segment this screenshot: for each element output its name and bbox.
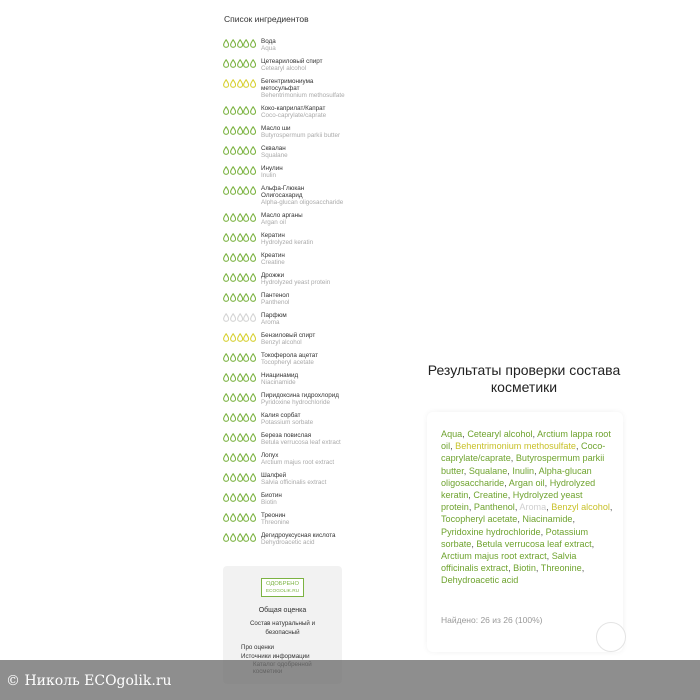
drop-icon	[230, 513, 236, 522]
ingredient-latin: Creatine	[261, 259, 285, 266]
ingredient-item[interactable]	[222, 352, 347, 366]
watermark-text: © Николь ECOgolik.ru	[6, 673, 172, 689]
drop-icon	[237, 293, 243, 302]
ingredient-latin: Cetearyl alcohol	[261, 65, 307, 72]
drop-icon	[243, 59, 249, 68]
ingredient-item[interactable]	[222, 145, 347, 159]
drop-icon	[243, 313, 249, 322]
rating-drops	[223, 473, 257, 482]
drop-icon	[250, 79, 256, 88]
ingredient-name: Кератин	[261, 232, 285, 239]
composition-ingredient: Potassium sorbate	[441, 526, 589, 549]
composition-ingredient: Pyridoxine hydrochloride	[441, 526, 541, 537]
ingredient-name: Цетеариловый спирт	[261, 58, 323, 65]
drop-icon	[230, 146, 236, 155]
drop-icon	[237, 313, 243, 322]
ingredients-panel	[222, 14, 347, 552]
ingredient-name: Креатин	[261, 252, 285, 259]
drop-icon	[243, 493, 249, 502]
ingredient-text	[261, 352, 318, 366]
drop-icon	[250, 59, 256, 68]
drop-icon	[237, 106, 243, 115]
rating-drops	[223, 513, 257, 522]
drop-icon	[223, 353, 229, 362]
composition-ingredient: Arctium majus root extract	[441, 551, 547, 562]
ingredient-text	[261, 145, 288, 159]
drop-icon	[237, 433, 243, 442]
ingredient-latin: Butyrospermum parkii butter	[261, 132, 341, 139]
drop-icon	[243, 273, 249, 282]
ingredient-item[interactable]	[222, 452, 347, 466]
ingredient-latin: Potassium sorbate	[261, 419, 314, 426]
ingredient-name: Парфюм	[261, 312, 287, 319]
drop-icon	[243, 413, 249, 422]
drop-icon	[223, 213, 229, 222]
ingredient-name: Вода	[261, 38, 276, 45]
rating-drops	[223, 533, 257, 542]
drop-icon	[243, 293, 249, 302]
ingredient-name: Инулин	[261, 165, 283, 172]
ingredient-item[interactable]	[222, 38, 347, 52]
drop-icon	[223, 166, 229, 175]
ingredient-text	[261, 472, 326, 486]
composition-ingredient: Biotin	[513, 563, 536, 574]
drop-icon	[250, 413, 256, 422]
rating-drops	[223, 413, 257, 422]
ingredient-text	[261, 165, 283, 179]
composition-ingredient: Hydrolyzed yeast protein	[441, 490, 583, 513]
composition-ingredient: Creatine	[473, 490, 508, 501]
ingredient-text	[261, 532, 336, 546]
ingredient-text	[261, 312, 287, 326]
ingredient-name: Треонин	[261, 512, 286, 519]
ingredient-item[interactable]	[222, 332, 347, 346]
drop-icon	[237, 393, 243, 402]
ingredient-latin: Inulin	[261, 172, 277, 179]
ingredient-latin: Aqua	[261, 45, 276, 52]
rating-drops	[223, 106, 257, 115]
drop-icon	[223, 253, 229, 262]
drop-icon	[230, 126, 236, 135]
rating-drops	[223, 233, 257, 242]
drop-icon	[250, 433, 256, 442]
composition-ingredient: Dehydroacetic acid	[441, 575, 519, 586]
drop-icon	[223, 333, 229, 342]
composition-text: Aqua, Cetearyl alcohol, Arctium lappa root oil, Behentrimonium methosulfate, Coco-caprylate/caprate, Butyrospermum parkii butter, Squalane, Inulin, Alpha-glucan oligosaccharide, Argan oil, Hydrolyzed keratin, Creatine, Hydrolyzed yeast protein, Panthenol, Aroma, Benzyl alcohol, Tocopheryl acetate, Niacinamide, Pyridoxine hydrochloride, Potassium sorbate, Betula verrucosa leaf extract, Arctium majus root extract, Salvia officinalis extract, Biotin, Threonine, Dehydroacetic acid	[441, 429, 613, 586]
drop-icon	[230, 533, 236, 542]
ingredient-latin: Hydrolyzed keratin	[261, 239, 314, 246]
ingredient-name: Масло арганы	[261, 212, 303, 219]
rating-drops	[223, 126, 257, 135]
ingredient-latin: Alpha-glucan oligosaccharide	[261, 199, 344, 206]
drop-icon	[237, 186, 243, 195]
composition-ingredient: Aqua	[441, 429, 463, 439]
drop-icon	[223, 126, 229, 135]
drop-icon	[243, 126, 249, 135]
ingredient-name: Дегидроуксусная кислота	[261, 532, 336, 539]
ingredient-text	[261, 492, 282, 506]
ingredient-text	[261, 232, 313, 246]
ingredient-text	[261, 38, 276, 52]
composition-ingredient: Butyrospermum parkii butter	[441, 453, 605, 476]
overall-rating-label: Общая оценка	[258, 607, 307, 614]
drop-icon	[230, 106, 236, 115]
drop-icon	[237, 233, 243, 242]
drop-icon	[250, 313, 256, 322]
drop-icon	[250, 373, 256, 382]
ingredient-latin: Dehydroacetic acid	[261, 539, 315, 546]
drop-icon	[243, 186, 249, 195]
drop-icon	[250, 453, 256, 462]
rating-drops	[223, 253, 257, 262]
ingredient-text	[261, 105, 326, 119]
ingredient-text	[261, 58, 323, 72]
ingredient-latin: Behentrimonium methosulfate	[261, 92, 345, 99]
drop-icon	[243, 533, 249, 542]
ingredient-item[interactable]	[222, 312, 347, 326]
ingredient-name: Масло ши	[261, 125, 291, 132]
drop-icon	[243, 39, 249, 48]
ingredient-latin: Aroma	[261, 319, 280, 326]
drop-icon	[230, 353, 236, 362]
ingredient-item[interactable]	[222, 185, 347, 206]
ingredient-latin: Argan oil	[261, 219, 286, 226]
rating-drops	[223, 373, 257, 382]
drop-icon	[230, 413, 236, 422]
drop-icon	[237, 213, 243, 222]
drop-icon	[230, 79, 236, 88]
ingredient-name: Калия сорбат	[261, 412, 301, 419]
ingredient-text	[261, 272, 330, 286]
drop-icon	[230, 213, 236, 222]
rating-drops	[223, 186, 257, 195]
rating-drops	[223, 313, 257, 322]
ingredient-text	[261, 392, 339, 406]
drop-icon	[243, 333, 249, 342]
drop-icon	[250, 106, 256, 115]
ingredient-latin: Betula verrucosa leaf extract	[261, 439, 341, 446]
ingredient-item[interactable]	[222, 78, 347, 99]
drop-icon	[243, 433, 249, 442]
ingredient-text	[261, 412, 313, 426]
ingredient-name: Дрожжи	[261, 272, 285, 279]
ingredient-latin: Tocopheryl acetate	[261, 359, 314, 366]
composition-ingredient: Arctium lappa root oil	[441, 429, 611, 452]
ingredient-name: Биотин	[261, 492, 282, 499]
ingredient-text	[261, 212, 303, 226]
composition-ingredient: Argan oil	[508, 477, 545, 488]
info-sources-link[interactable]: Источники информации	[241, 653, 310, 660]
ingredient-name: Шалфей	[261, 472, 287, 479]
rating-drops	[223, 213, 257, 222]
results-card	[427, 412, 623, 652]
composition-ingredient: Niacinamide	[522, 514, 573, 525]
found-count: Найдено: 26 из 26 (100%)	[441, 615, 543, 625]
drop-icon	[237, 59, 243, 68]
drop-icon	[230, 186, 236, 195]
ingredient-text	[261, 432, 341, 446]
ingredient-text	[261, 452, 334, 466]
scroll-top-button[interactable]	[596, 622, 626, 652]
ingredient-name: Бензиловый спирт	[261, 332, 316, 339]
ingredient-item[interactable]	[222, 58, 347, 72]
ingredient-text	[261, 78, 347, 99]
ingredient-latin: Pyridoxine hydrochloride	[261, 399, 330, 406]
drop-icon	[237, 273, 243, 282]
ingredient-name: Лопух	[261, 452, 279, 459]
drop-icon	[230, 39, 236, 48]
ingredient-item[interactable]	[222, 532, 347, 546]
composition-ingredient: Threonine	[540, 563, 582, 574]
ingredient-name: Пиридоксина гидрохлорид	[261, 392, 339, 399]
drop-icon	[250, 39, 256, 48]
drop-icon	[243, 106, 249, 115]
drop-icon	[230, 273, 236, 282]
drop-icon	[250, 166, 256, 175]
drop-icon	[250, 293, 256, 302]
ingredient-latin: Benzyl alcohol	[261, 339, 302, 346]
drop-icon	[223, 313, 229, 322]
drop-icon	[223, 533, 229, 542]
ingredients-list-title: Список ингредиентов	[224, 14, 309, 24]
drop-icon	[237, 413, 243, 422]
natural-safe-label: Состав натуральный и безопасный	[249, 620, 316, 636]
ingredient-item[interactable]	[222, 212, 347, 226]
composition-ingredient: Benzyl alcohol	[551, 502, 610, 513]
drop-icon	[237, 126, 243, 135]
composition-ingredient: Betula verrucosa leaf extract	[476, 538, 592, 549]
rating-drops	[223, 146, 257, 155]
rating-drops	[223, 393, 257, 402]
ingredient-latin: Threonine	[261, 519, 290, 526]
composition-ingredient: Panthenol	[473, 502, 515, 513]
rating-drops	[223, 39, 257, 48]
drop-icon	[243, 146, 249, 155]
drop-icon	[243, 213, 249, 222]
ingredients-list	[222, 38, 347, 546]
composition-ingredient: Hydrolyzed keratin	[441, 477, 596, 501]
drop-icon	[243, 473, 249, 482]
results-title: Результаты проверки состава косметики	[427, 362, 621, 395]
drop-icon	[237, 473, 243, 482]
ingredient-item[interactable]	[222, 372, 347, 386]
ingredient-latin: Panthenol	[261, 299, 290, 306]
drop-icon	[223, 186, 229, 195]
drop-icon	[237, 533, 243, 542]
approved-badge-title: ОДОБРЕНО	[265, 581, 300, 587]
ingredient-text	[261, 252, 285, 266]
drop-icon	[237, 333, 243, 342]
drop-icon	[223, 413, 229, 422]
drop-icon	[230, 373, 236, 382]
drop-icon	[237, 79, 243, 88]
drop-icon	[250, 146, 256, 155]
drop-icon	[223, 513, 229, 522]
drop-icon	[250, 513, 256, 522]
drop-icon	[223, 79, 229, 88]
ingredient-latin: Biotin	[261, 499, 277, 506]
drop-icon	[237, 253, 243, 262]
drop-icon	[230, 253, 236, 262]
ingredient-text	[261, 185, 347, 206]
ingredient-name: Ниацинамид	[261, 372, 299, 379]
drop-icon	[250, 473, 256, 482]
drop-icon	[243, 166, 249, 175]
drop-icon	[223, 233, 229, 242]
drop-icon	[237, 146, 243, 155]
ingredient-latin: Niacinamide	[261, 379, 296, 386]
drop-icon	[230, 313, 236, 322]
drop-icon	[223, 59, 229, 68]
ingredient-latin: Squalane	[261, 152, 288, 159]
drop-icon	[223, 293, 229, 302]
ingredient-item[interactable]	[222, 412, 347, 426]
drop-icon	[230, 433, 236, 442]
ingredient-text	[261, 125, 340, 139]
ingredient-name: Пантенол	[261, 292, 290, 299]
about-ratings-link[interactable]: Про оценки	[241, 644, 274, 651]
rating-drops	[223, 453, 257, 462]
ingredient-text	[261, 332, 315, 346]
drop-icon	[250, 126, 256, 135]
drop-icon	[223, 473, 229, 482]
watermark-bar	[0, 660, 700, 700]
ingredient-text	[261, 372, 298, 386]
drop-icon	[243, 79, 249, 88]
drop-icon	[250, 186, 256, 195]
drop-icon	[230, 393, 236, 402]
drop-icon	[223, 146, 229, 155]
rating-drops	[223, 293, 257, 302]
drop-icon	[250, 393, 256, 402]
ingredient-item[interactable]	[222, 252, 347, 266]
drop-icon	[223, 39, 229, 48]
drop-icon	[223, 393, 229, 402]
ingredient-item[interactable]	[222, 165, 347, 179]
drop-icon	[230, 59, 236, 68]
rating-drops	[223, 333, 257, 342]
drop-icon	[250, 493, 256, 502]
drop-icon	[230, 493, 236, 502]
drop-icon	[243, 373, 249, 382]
ingredient-name: Альфа-Глюкан Олигосахарид	[261, 185, 305, 199]
drop-icon	[223, 373, 229, 382]
drop-icon	[237, 493, 243, 502]
composition-ingredient: Coco-caprylate/caprate	[441, 441, 606, 464]
ingredient-text	[261, 512, 289, 526]
ingredient-item[interactable]	[222, 125, 347, 139]
composition-ingredient: Aroma	[519, 502, 547, 513]
composition-ingredient: Salvia officinalis extract	[441, 551, 577, 574]
drop-icon	[250, 213, 256, 222]
drop-icon	[230, 166, 236, 175]
ingredient-name: Сквалан	[261, 145, 286, 152]
ingredient-item[interactable]	[222, 272, 347, 286]
ingredient-item[interactable]	[222, 432, 347, 446]
ingredient-name: Бегентримониума метосульфат	[261, 78, 314, 92]
drop-icon	[250, 273, 256, 282]
composition-ingredient: Inulin	[512, 465, 535, 476]
ingredient-item[interactable]	[222, 472, 347, 486]
ingredient-item[interactable]	[222, 392, 347, 406]
drop-icon	[223, 453, 229, 462]
drop-icon	[223, 106, 229, 115]
drop-icon	[243, 233, 249, 242]
drop-icon	[250, 253, 256, 262]
approved-badge	[261, 578, 304, 597]
rating-drops	[223, 79, 257, 88]
rating-drops	[223, 166, 257, 175]
rating-drops	[223, 433, 257, 442]
ingredient-latin: Hydrolyzed yeast protein	[261, 279, 331, 286]
composition-ingredient: Squalane	[468, 465, 508, 476]
drop-icon	[223, 493, 229, 502]
drop-icon	[237, 166, 243, 175]
ingredient-text	[261, 292, 289, 306]
drop-icon	[250, 233, 256, 242]
drop-icon	[237, 513, 243, 522]
drop-icon	[237, 353, 243, 362]
ingredient-item[interactable]	[222, 512, 347, 526]
drop-icon	[243, 253, 249, 262]
ingredient-name: Токоферола ацетат	[261, 352, 319, 359]
drop-icon	[243, 513, 249, 522]
ingredient-item[interactable]	[222, 492, 347, 506]
drop-icon	[237, 373, 243, 382]
drop-icon	[250, 533, 256, 542]
rating-drops	[223, 353, 257, 362]
ingredient-item[interactable]	[222, 232, 347, 246]
drop-icon	[250, 333, 256, 342]
ingredient-item[interactable]	[222, 292, 347, 306]
ingredient-name: Береза повислая	[261, 432, 312, 439]
drop-icon	[230, 453, 236, 462]
ingredient-latin: Arctium majus root extract	[261, 459, 335, 466]
composition-ingredient: Alpha-glucan oligosaccharide	[441, 465, 592, 488]
rating-drops	[223, 59, 257, 68]
ingredient-name: Коко-каприлат/Капрат	[261, 105, 326, 112]
composition-ingredient: Behentrimonium methosulfate	[455, 441, 576, 452]
composition-ingredient: Tocopheryl acetate	[441, 514, 518, 525]
drop-icon	[223, 273, 229, 282]
drop-icon	[237, 39, 243, 48]
drop-icon	[243, 353, 249, 362]
rating-drops	[223, 273, 257, 282]
approved-badge-site: ECOGOLIK.RU	[265, 589, 300, 594]
drop-icon	[243, 453, 249, 462]
drop-icon	[223, 433, 229, 442]
drop-icon	[230, 333, 236, 342]
ingredient-latin: Salvia officinalis extract	[261, 479, 327, 486]
drop-icon	[230, 473, 236, 482]
ingredient-latin: Coco-caprylate/caprate	[261, 112, 327, 119]
rating-drops	[223, 493, 257, 502]
drop-icon	[250, 353, 256, 362]
composition-ingredient: Cetearyl alcohol	[467, 429, 533, 439]
drop-icon	[237, 453, 243, 462]
drop-icon	[230, 293, 236, 302]
drop-icon	[230, 233, 236, 242]
ingredient-item[interactable]	[222, 105, 347, 119]
drop-icon	[243, 393, 249, 402]
